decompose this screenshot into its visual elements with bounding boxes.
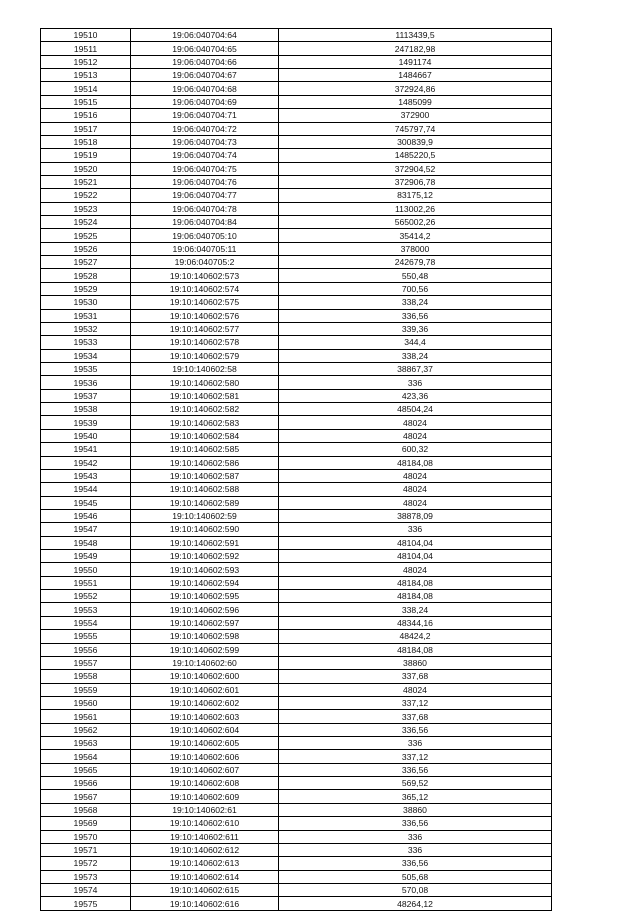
value-cell: 242679,78 <box>279 256 552 269</box>
value-cell: 1491174 <box>279 55 552 68</box>
value-cell: 48024 <box>279 416 552 429</box>
table-row <box>41 670 552 683</box>
row-number-cell: 19549 <box>41 550 131 563</box>
row-number-cell: 19528 <box>41 269 131 282</box>
cadastral-number-cell: 19:10:140602:574 <box>131 282 279 295</box>
value-cell: 48024 <box>279 496 552 509</box>
table-row <box>41 229 552 242</box>
value-cell: 372900 <box>279 109 552 122</box>
row-number-cell: 19553 <box>41 603 131 616</box>
row-number-cell: 19522 <box>41 189 131 202</box>
cadastral-number-cell: 19:10:140602:575 <box>131 296 279 309</box>
table-row <box>41 296 552 309</box>
row-number-cell: 19521 <box>41 175 131 188</box>
row-number-cell: 19546 <box>41 509 131 522</box>
table-row <box>41 189 552 202</box>
row-number-cell: 19569 <box>41 817 131 830</box>
table-row <box>41 109 552 122</box>
value-cell: 38878,09 <box>279 509 552 522</box>
row-number-cell: 19575 <box>41 897 131 910</box>
table-row <box>41 483 552 496</box>
cadastral-number-cell: 19:10:140602:592 <box>131 550 279 563</box>
row-number-cell: 19562 <box>41 723 131 736</box>
cadastral-number-cell: 19:10:140602:600 <box>131 670 279 683</box>
row-number-cell: 19561 <box>41 710 131 723</box>
cadastral-number-cell: 19:10:140602:594 <box>131 576 279 589</box>
table-row <box>41 82 552 95</box>
value-cell: 38860 <box>279 803 552 816</box>
cadastral-number-cell: 19:10:140602:597 <box>131 616 279 629</box>
cadastral-number-cell: 19:06:040704:78 <box>131 202 279 215</box>
cadastral-number-cell: 19:06:040704:65 <box>131 42 279 55</box>
row-number-cell: 19545 <box>41 496 131 509</box>
value-cell: 336,56 <box>279 857 552 870</box>
cadastral-number-cell: 19:10:140602:584 <box>131 429 279 442</box>
row-number-cell: 19510 <box>41 29 131 42</box>
row-number-cell: 19541 <box>41 443 131 456</box>
row-number-cell: 19554 <box>41 616 131 629</box>
cadastral-number-cell: 19:10:140602:596 <box>131 603 279 616</box>
value-cell: 48184,08 <box>279 576 552 589</box>
cadastral-number-cell: 19:10:140602:577 <box>131 322 279 335</box>
row-number-cell: 19572 <box>41 857 131 870</box>
row-number-cell: 19525 <box>41 229 131 242</box>
row-number-cell: 19540 <box>41 429 131 442</box>
row-number-cell: 19519 <box>41 149 131 162</box>
cadastral-number-cell: 19:10:140602:603 <box>131 710 279 723</box>
row-number-cell: 19532 <box>41 322 131 335</box>
row-number-cell: 19512 <box>41 55 131 68</box>
cadastral-number-cell: 19:10:140602:591 <box>131 536 279 549</box>
table-row <box>41 590 552 603</box>
row-number-cell: 19556 <box>41 643 131 656</box>
cadastral-number-cell: 19:10:140602:590 <box>131 523 279 536</box>
value-cell: 35414,2 <box>279 229 552 242</box>
cadastral-number-cell: 19:10:140602:606 <box>131 750 279 763</box>
value-cell: 48264,12 <box>279 897 552 910</box>
table-row <box>41 162 552 175</box>
value-cell: 700,56 <box>279 282 552 295</box>
value-cell: 48504,24 <box>279 403 552 416</box>
table-row <box>41 897 552 910</box>
row-number-cell: 19543 <box>41 469 131 482</box>
cadastral-number-cell: 19:10:140602:588 <box>131 483 279 496</box>
cadastral-number-cell: 19:06:040704:77 <box>131 189 279 202</box>
row-number-cell: 19560 <box>41 696 131 709</box>
cadastral-number-cell: 19:10:140602:580 <box>131 376 279 389</box>
table-row <box>41 29 552 42</box>
table-row <box>41 496 552 509</box>
table-row <box>41 830 552 843</box>
cadastral-number-cell: 19:06:040704:68 <box>131 82 279 95</box>
table-row <box>41 870 552 883</box>
row-number-cell: 19537 <box>41 389 131 402</box>
cadastral-number-cell: 19:10:140602:579 <box>131 349 279 362</box>
cadastral-number-cell: 19:06:040704:71 <box>131 109 279 122</box>
cadastral-number-cell: 19:10:140602:581 <box>131 389 279 402</box>
row-number-cell: 19531 <box>41 309 131 322</box>
value-cell: 505,68 <box>279 870 552 883</box>
row-number-cell: 19520 <box>41 162 131 175</box>
cadastral-number-cell: 19:10:140602:602 <box>131 696 279 709</box>
cadastral-number-cell: 19:06:040704:76 <box>131 175 279 188</box>
cadastral-number-cell: 19:10:140602:578 <box>131 336 279 349</box>
row-number-cell: 19515 <box>41 95 131 108</box>
table-row <box>41 803 552 816</box>
row-number-cell: 19550 <box>41 563 131 576</box>
row-number-cell: 19542 <box>41 456 131 469</box>
value-cell: 600,32 <box>279 443 552 456</box>
row-number-cell: 19514 <box>41 82 131 95</box>
table-row <box>41 616 552 629</box>
value-cell: 336,56 <box>279 723 552 736</box>
cadastral-number-cell: 19:06:040704:64 <box>131 29 279 42</box>
row-number-cell: 19573 <box>41 870 131 883</box>
table-row <box>41 710 552 723</box>
row-number-cell: 19559 <box>41 683 131 696</box>
cadastral-number-cell: 19:10:140602:611 <box>131 830 279 843</box>
cadastral-number-cell: 19:10:140602:589 <box>131 496 279 509</box>
row-number-cell: 19552 <box>41 590 131 603</box>
cadastral-number-cell: 19:10:140602:593 <box>131 563 279 576</box>
table-row <box>41 509 552 522</box>
table-row <box>41 576 552 589</box>
table-row <box>41 843 552 856</box>
value-cell: 247182,98 <box>279 42 552 55</box>
row-number-cell: 19518 <box>41 135 131 148</box>
table-row <box>41 282 552 295</box>
value-cell: 48184,08 <box>279 590 552 603</box>
row-number-cell: 19516 <box>41 109 131 122</box>
cadastral-number-cell: 19:06:040704:69 <box>131 95 279 108</box>
row-number-cell: 19555 <box>41 630 131 643</box>
row-number-cell: 19538 <box>41 403 131 416</box>
value-cell: 336 <box>279 737 552 750</box>
value-cell: 423,36 <box>279 389 552 402</box>
table-row <box>41 884 552 897</box>
value-cell: 336,56 <box>279 817 552 830</box>
table-row <box>41 135 552 148</box>
table-row <box>41 656 552 669</box>
row-number-cell: 19533 <box>41 336 131 349</box>
value-cell: 338,24 <box>279 296 552 309</box>
value-cell: 48024 <box>279 429 552 442</box>
value-cell: 339,36 <box>279 322 552 335</box>
row-number-cell: 19567 <box>41 790 131 803</box>
value-cell: 338,24 <box>279 603 552 616</box>
table-row <box>41 857 552 870</box>
table-row <box>41 349 552 362</box>
cadastral-number-cell: 19:06:040704:75 <box>131 162 279 175</box>
cadastral-number-cell: 19:10:140602:605 <box>131 737 279 750</box>
value-cell: 48024 <box>279 683 552 696</box>
cadastral-number-cell: 19:10:140602:59 <box>131 509 279 522</box>
row-number-cell: 19534 <box>41 349 131 362</box>
value-cell: 336,56 <box>279 309 552 322</box>
table-row <box>41 95 552 108</box>
table-row <box>41 817 552 830</box>
cadastral-number-cell: 19:06:040704:73 <box>131 135 279 148</box>
value-cell: 338,24 <box>279 349 552 362</box>
value-cell: 48024 <box>279 469 552 482</box>
table-row <box>41 683 552 696</box>
value-cell: 48024 <box>279 483 552 496</box>
cadastral-number-cell: 19:06:040704:74 <box>131 149 279 162</box>
value-cell: 745797,74 <box>279 122 552 135</box>
value-cell: 1484667 <box>279 69 552 82</box>
table-row <box>41 696 552 709</box>
table-row <box>41 242 552 255</box>
table-row <box>41 216 552 229</box>
table-row <box>41 149 552 162</box>
row-number-cell: 19511 <box>41 42 131 55</box>
cadastral-number-cell: 19:10:140602:612 <box>131 843 279 856</box>
value-cell: 1113439,5 <box>279 29 552 42</box>
table-row <box>41 790 552 803</box>
table-row <box>41 376 552 389</box>
table-row <box>41 737 552 750</box>
row-number-cell: 19526 <box>41 242 131 255</box>
cadastral-number-cell: 19:10:140602:601 <box>131 683 279 696</box>
value-cell: 336 <box>279 376 552 389</box>
table-row <box>41 69 552 82</box>
table-row <box>41 523 552 536</box>
value-cell: 337,12 <box>279 750 552 763</box>
table-row <box>41 175 552 188</box>
value-cell: 48104,04 <box>279 550 552 563</box>
table-row <box>41 563 552 576</box>
cadastral-number-cell: 19:10:140602:61 <box>131 803 279 816</box>
row-number-cell: 19536 <box>41 376 131 389</box>
value-cell: 48024 <box>279 563 552 576</box>
value-cell: 48344,16 <box>279 616 552 629</box>
table-row <box>41 416 552 429</box>
value-cell: 378000 <box>279 242 552 255</box>
row-number-cell: 19564 <box>41 750 131 763</box>
value-cell: 569,52 <box>279 777 552 790</box>
cadastral-number-cell: 19:10:140602:576 <box>131 309 279 322</box>
table-row <box>41 456 552 469</box>
row-number-cell: 19527 <box>41 256 131 269</box>
row-number-cell: 19544 <box>41 483 131 496</box>
cadastral-number-cell: 19:10:140602:608 <box>131 777 279 790</box>
row-number-cell: 19574 <box>41 884 131 897</box>
value-cell: 38867,37 <box>279 362 552 375</box>
value-cell: 48184,08 <box>279 456 552 469</box>
row-number-cell: 19568 <box>41 803 131 816</box>
value-cell: 344,4 <box>279 336 552 349</box>
cadastral-number-cell: 19:10:140602:615 <box>131 884 279 897</box>
value-cell: 336 <box>279 843 552 856</box>
value-cell: 565002,26 <box>279 216 552 229</box>
table-row <box>41 42 552 55</box>
value-cell: 550,48 <box>279 269 552 282</box>
value-cell: 83175,12 <box>279 189 552 202</box>
value-cell: 38860 <box>279 656 552 669</box>
cadastral-number-cell: 19:10:140602:582 <box>131 403 279 416</box>
row-number-cell: 19517 <box>41 122 131 135</box>
value-cell: 337,68 <box>279 710 552 723</box>
cadastral-number-cell: 19:10:140602:595 <box>131 590 279 603</box>
table-row <box>41 403 552 416</box>
value-cell: 365,12 <box>279 790 552 803</box>
row-number-cell: 19566 <box>41 777 131 790</box>
table-row <box>41 309 552 322</box>
value-cell: 570,08 <box>279 884 552 897</box>
row-number-cell: 19563 <box>41 737 131 750</box>
cadastral-number-cell: 19:06:040704:67 <box>131 69 279 82</box>
cadastral-number-cell: 19:10:140602:586 <box>131 456 279 469</box>
cadastral-number-cell: 19:10:140602:58 <box>131 362 279 375</box>
row-number-cell: 19513 <box>41 69 131 82</box>
value-cell: 336 <box>279 523 552 536</box>
cadastral-number-cell: 19:10:140602:599 <box>131 643 279 656</box>
cadastral-number-cell: 19:10:140602:610 <box>131 817 279 830</box>
cadastral-number-cell: 19:06:040704:72 <box>131 122 279 135</box>
row-number-cell: 19551 <box>41 576 131 589</box>
row-number-cell: 19557 <box>41 656 131 669</box>
table-row <box>41 603 552 616</box>
value-cell: 337,12 <box>279 696 552 709</box>
value-cell: 1485099 <box>279 95 552 108</box>
table-row <box>41 643 552 656</box>
cadastral-number-cell: 19:10:140602:573 <box>131 269 279 282</box>
cadastral-number-cell: 19:10:140602:585 <box>131 443 279 456</box>
row-number-cell: 19539 <box>41 416 131 429</box>
cadastral-number-cell: 19:10:140602:583 <box>131 416 279 429</box>
row-number-cell: 19565 <box>41 763 131 776</box>
value-cell: 372924,86 <box>279 82 552 95</box>
table-row <box>41 750 552 763</box>
row-number-cell: 19530 <box>41 296 131 309</box>
value-cell: 48104,04 <box>279 536 552 549</box>
value-cell: 337,68 <box>279 670 552 683</box>
cadastral-number-cell: 19:06:040705:2 <box>131 256 279 269</box>
cadastral-number-cell: 19:06:040705:11 <box>131 242 279 255</box>
table-row <box>41 389 552 402</box>
value-cell: 336 <box>279 830 552 843</box>
table-row <box>41 443 552 456</box>
table-row <box>41 536 552 549</box>
row-number-cell: 19524 <box>41 216 131 229</box>
table-row <box>41 763 552 776</box>
table-body <box>41 29 552 911</box>
row-number-cell: 19571 <box>41 843 131 856</box>
table-row <box>41 777 552 790</box>
cadastral-number-cell: 19:06:040705:10 <box>131 229 279 242</box>
table-row <box>41 469 552 482</box>
cadastral-number-cell: 19:10:140602:598 <box>131 630 279 643</box>
table-row <box>41 256 552 269</box>
table-row <box>41 336 552 349</box>
row-number-cell: 19529 <box>41 282 131 295</box>
row-number-cell: 19523 <box>41 202 131 215</box>
row-number-cell: 19558 <box>41 670 131 683</box>
value-cell: 336,56 <box>279 763 552 776</box>
cadastral-number-cell: 19:10:140602:614 <box>131 870 279 883</box>
value-cell: 372906,78 <box>279 175 552 188</box>
value-cell: 1485220,5 <box>279 149 552 162</box>
table-row <box>41 269 552 282</box>
table-row <box>41 202 552 215</box>
cadastral-number-cell: 19:10:140602:609 <box>131 790 279 803</box>
value-cell: 372904,52 <box>279 162 552 175</box>
table-row <box>41 429 552 442</box>
value-cell: 48424,2 <box>279 630 552 643</box>
row-number-cell: 19570 <box>41 830 131 843</box>
table-row <box>41 55 552 68</box>
cadastral-number-cell: 19:10:140602:60 <box>131 656 279 669</box>
table-row <box>41 630 552 643</box>
value-cell: 113002,26 <box>279 202 552 215</box>
cadastral-number-cell: 19:10:140602:587 <box>131 469 279 482</box>
table-row <box>41 322 552 335</box>
cadastral-number-cell: 19:10:140602:607 <box>131 763 279 776</box>
cadastral-number-cell: 19:10:140602:616 <box>131 897 279 910</box>
row-number-cell: 19535 <box>41 362 131 375</box>
data-table <box>40 28 552 911</box>
cadastral-number-cell: 19:06:040704:66 <box>131 55 279 68</box>
cadastral-number-cell: 19:06:040704:84 <box>131 216 279 229</box>
table-row <box>41 550 552 563</box>
table-row <box>41 122 552 135</box>
value-cell: 300839,9 <box>279 135 552 148</box>
cadastral-number-cell: 19:10:140602:604 <box>131 723 279 736</box>
row-number-cell: 19548 <box>41 536 131 549</box>
table-row <box>41 362 552 375</box>
value-cell: 48184,08 <box>279 643 552 656</box>
cadastral-number-cell: 19:10:140602:613 <box>131 857 279 870</box>
row-number-cell: 19547 <box>41 523 131 536</box>
table-row <box>41 723 552 736</box>
